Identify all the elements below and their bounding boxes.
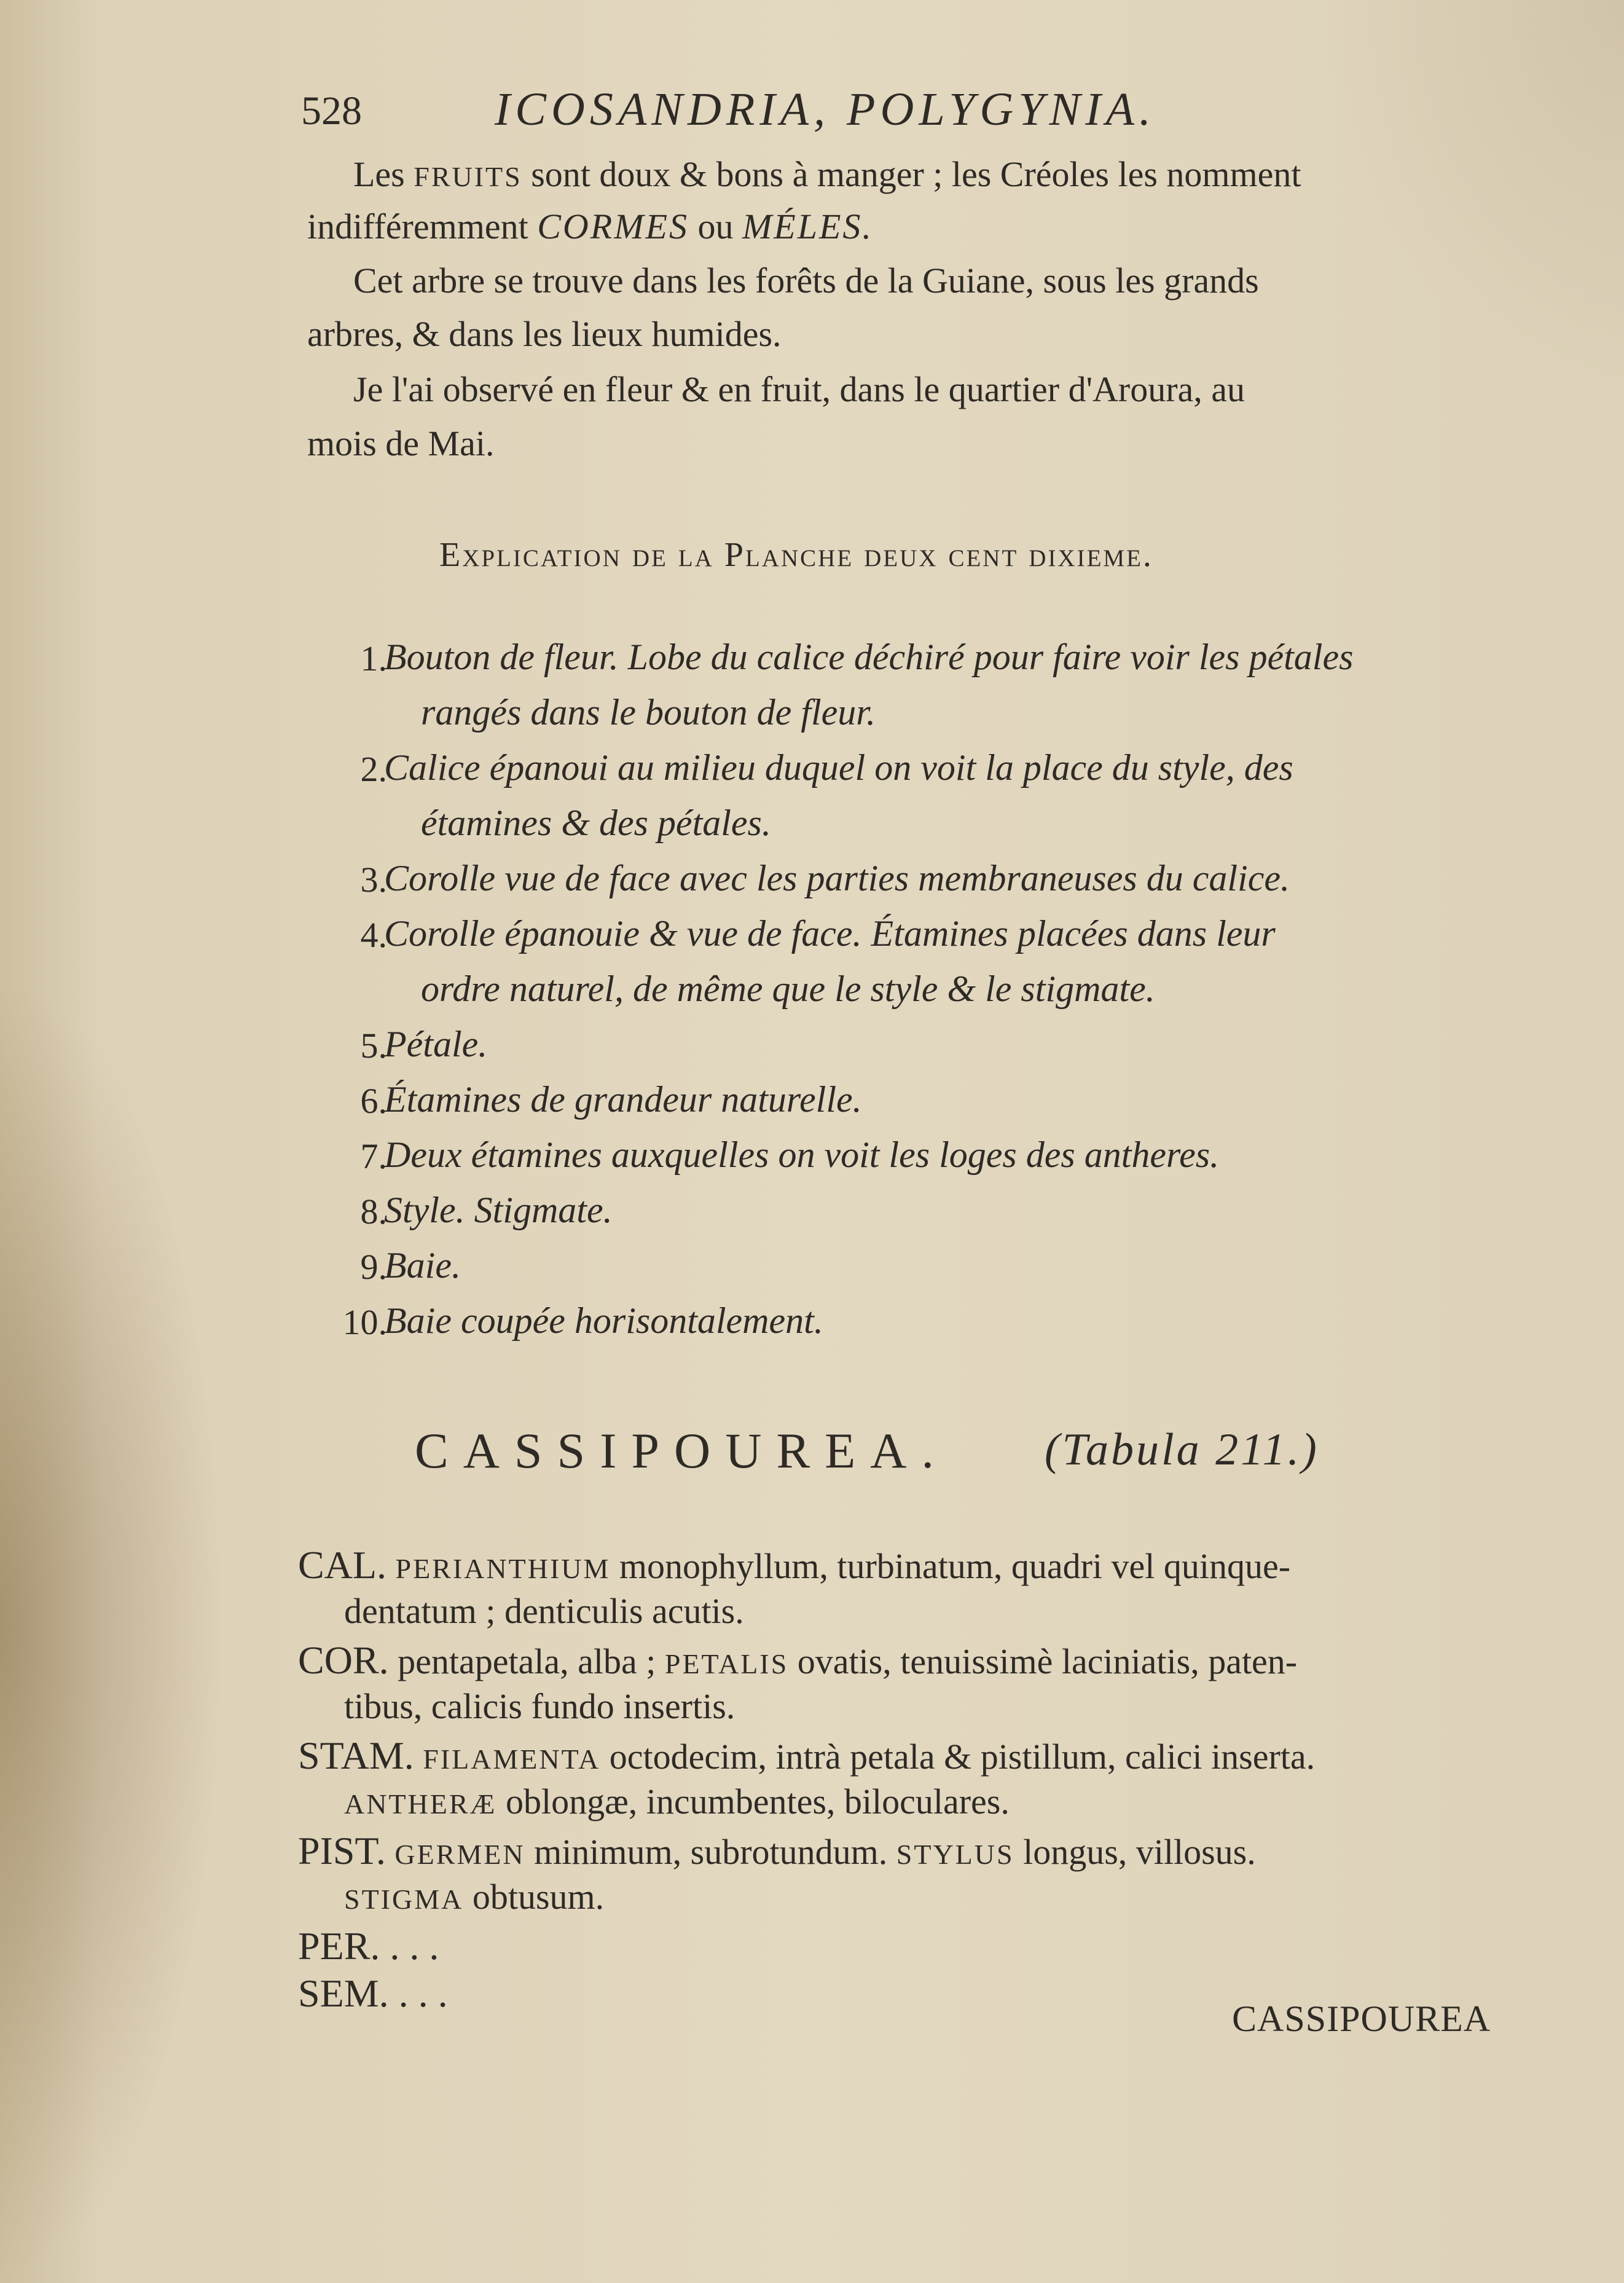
item-number: 8. (360, 1192, 387, 1232)
genus-title: CASSIPOUREA. (415, 1423, 949, 1479)
plate-reference: (Tabula 211.) (1045, 1424, 1319, 1475)
running-title: ICOSANDRIA, POLYGYNIA. (495, 84, 1156, 135)
item-text: Deux étamines auxquelles on voit les loges des antheres. (384, 1134, 1220, 1175)
term: ANTHERÆ (344, 1788, 497, 1820)
term: FILAMENTA (423, 1743, 601, 1775)
item-number: 3. (360, 860, 387, 900)
item-text-continued: ordre naturel, de même que le style & le stigmate. (421, 969, 1155, 1009)
item-number: 7. (360, 1136, 387, 1176)
description-stam (298, 1736, 1315, 1775)
item-text-continued: étamines & des pétales. (421, 803, 771, 843)
description-sem: SEM. . . . (298, 1971, 448, 2015)
item-text: Étamines de grandeur naturelle. (384, 1079, 862, 1120)
text-run: indifféremment (307, 206, 538, 246)
description-cor (298, 1638, 1298, 1682)
term: GERMEN (394, 1839, 525, 1870)
text-run: longus, villosus. (1014, 1832, 1256, 1872)
term: STYLUS (896, 1839, 1014, 1870)
char-label: PIST. (298, 1829, 386, 1872)
text-run: ovatis, tenuissimè laciniatis, paten- (788, 1641, 1298, 1681)
term: STIGMA (344, 1884, 464, 1915)
description-cal (298, 1543, 1291, 1587)
item-text: Corolle épanouie & vue de face. Étamines placées dans leur (384, 913, 1276, 954)
term: PETALIS (664, 1648, 789, 1680)
char-label: STAM. (298, 1734, 414, 1777)
description-pist-continued (344, 1879, 604, 1915)
item-text: Pétale. (384, 1024, 488, 1064)
item-text: Baie. (384, 1245, 461, 1286)
text-run: minimum, subrotundum. (525, 1832, 896, 1872)
intro-habitat-line-2: arbres, & dans les lieux humides. (307, 314, 782, 354)
text-run: obtusum. (463, 1877, 605, 1917)
text-run: Les (353, 154, 414, 194)
intro-fruit-line-2 (307, 206, 873, 246)
catchword: CASSIPOUREA (1232, 1998, 1491, 2039)
intro-observed-line-2: mois de Mai. (307, 423, 495, 463)
text-run: sont doux & bons à manger ; les Créoles les nomment (522, 154, 1301, 194)
item-text-continued: rangés dans le bouton de fleur. (421, 692, 876, 733)
item-number: 10. (342, 1302, 387, 1342)
description-cal-continued: dentatum ; denticulis acutis. (344, 1591, 744, 1631)
vernacular-name: CORMES (537, 206, 689, 246)
item-text: Corolle vue de face avec les parties membraneuses du calice. (384, 858, 1290, 898)
page-number: 528 (301, 88, 362, 133)
item-text: Bouton de fleur. Lobe du calice déchiré pour faire voir les pétales (384, 637, 1354, 677)
vernacular-name: MÉLES. (742, 206, 873, 246)
intro-observed-line-1: Je l'ai observé en fleur & en fruit, dans le quartier d'Aroura, au (353, 369, 1245, 409)
text-run: pentapetala, alba ; (388, 1641, 665, 1681)
description-pist (298, 1831, 1256, 1871)
description-cor-continued: tibus, calicis fundo insertis. (344, 1686, 736, 1726)
intro-fruit-line-1 (353, 154, 1301, 194)
explication-heading: Explication de la Planche deux cent dixieme. (439, 536, 1153, 574)
description-stam-continued (344, 1784, 1010, 1820)
item-text: Baie coupée horisontalement. (384, 1300, 823, 1341)
text-run: ou (688, 206, 742, 246)
char-label: COR. (298, 1638, 389, 1682)
item-number: 4. (360, 915, 387, 955)
item-number: 5. (360, 1026, 387, 1066)
text-run: monophyllum, turbinatum, quadri vel quinque- (610, 1546, 1291, 1586)
item-number: 2. (360, 749, 387, 789)
char-label: CAL. (298, 1543, 386, 1587)
item-number: 1. (360, 639, 387, 678)
item-text: Style. Stigmate. (384, 1190, 613, 1230)
intro-habitat-line-1: Cet arbre se trouve dans les forêts de la Guiane, sous les grands (353, 261, 1259, 301)
text-run: oblongæ, incumbentes, biloculares. (496, 1782, 1010, 1821)
term-fruits: FRUITS (414, 161, 522, 192)
item-text: Calice épanoui au milieu duquel on voit la place du style, des (384, 747, 1293, 788)
item-number: 9. (360, 1247, 387, 1287)
item-number: 6. (360, 1081, 387, 1121)
text-run: octodecim, intrà petala & pistillum, calici inserta. (600, 1737, 1316, 1777)
term: PERIANTHIUM (395, 1553, 611, 1584)
description-per: PER. . . . (298, 1924, 439, 1968)
